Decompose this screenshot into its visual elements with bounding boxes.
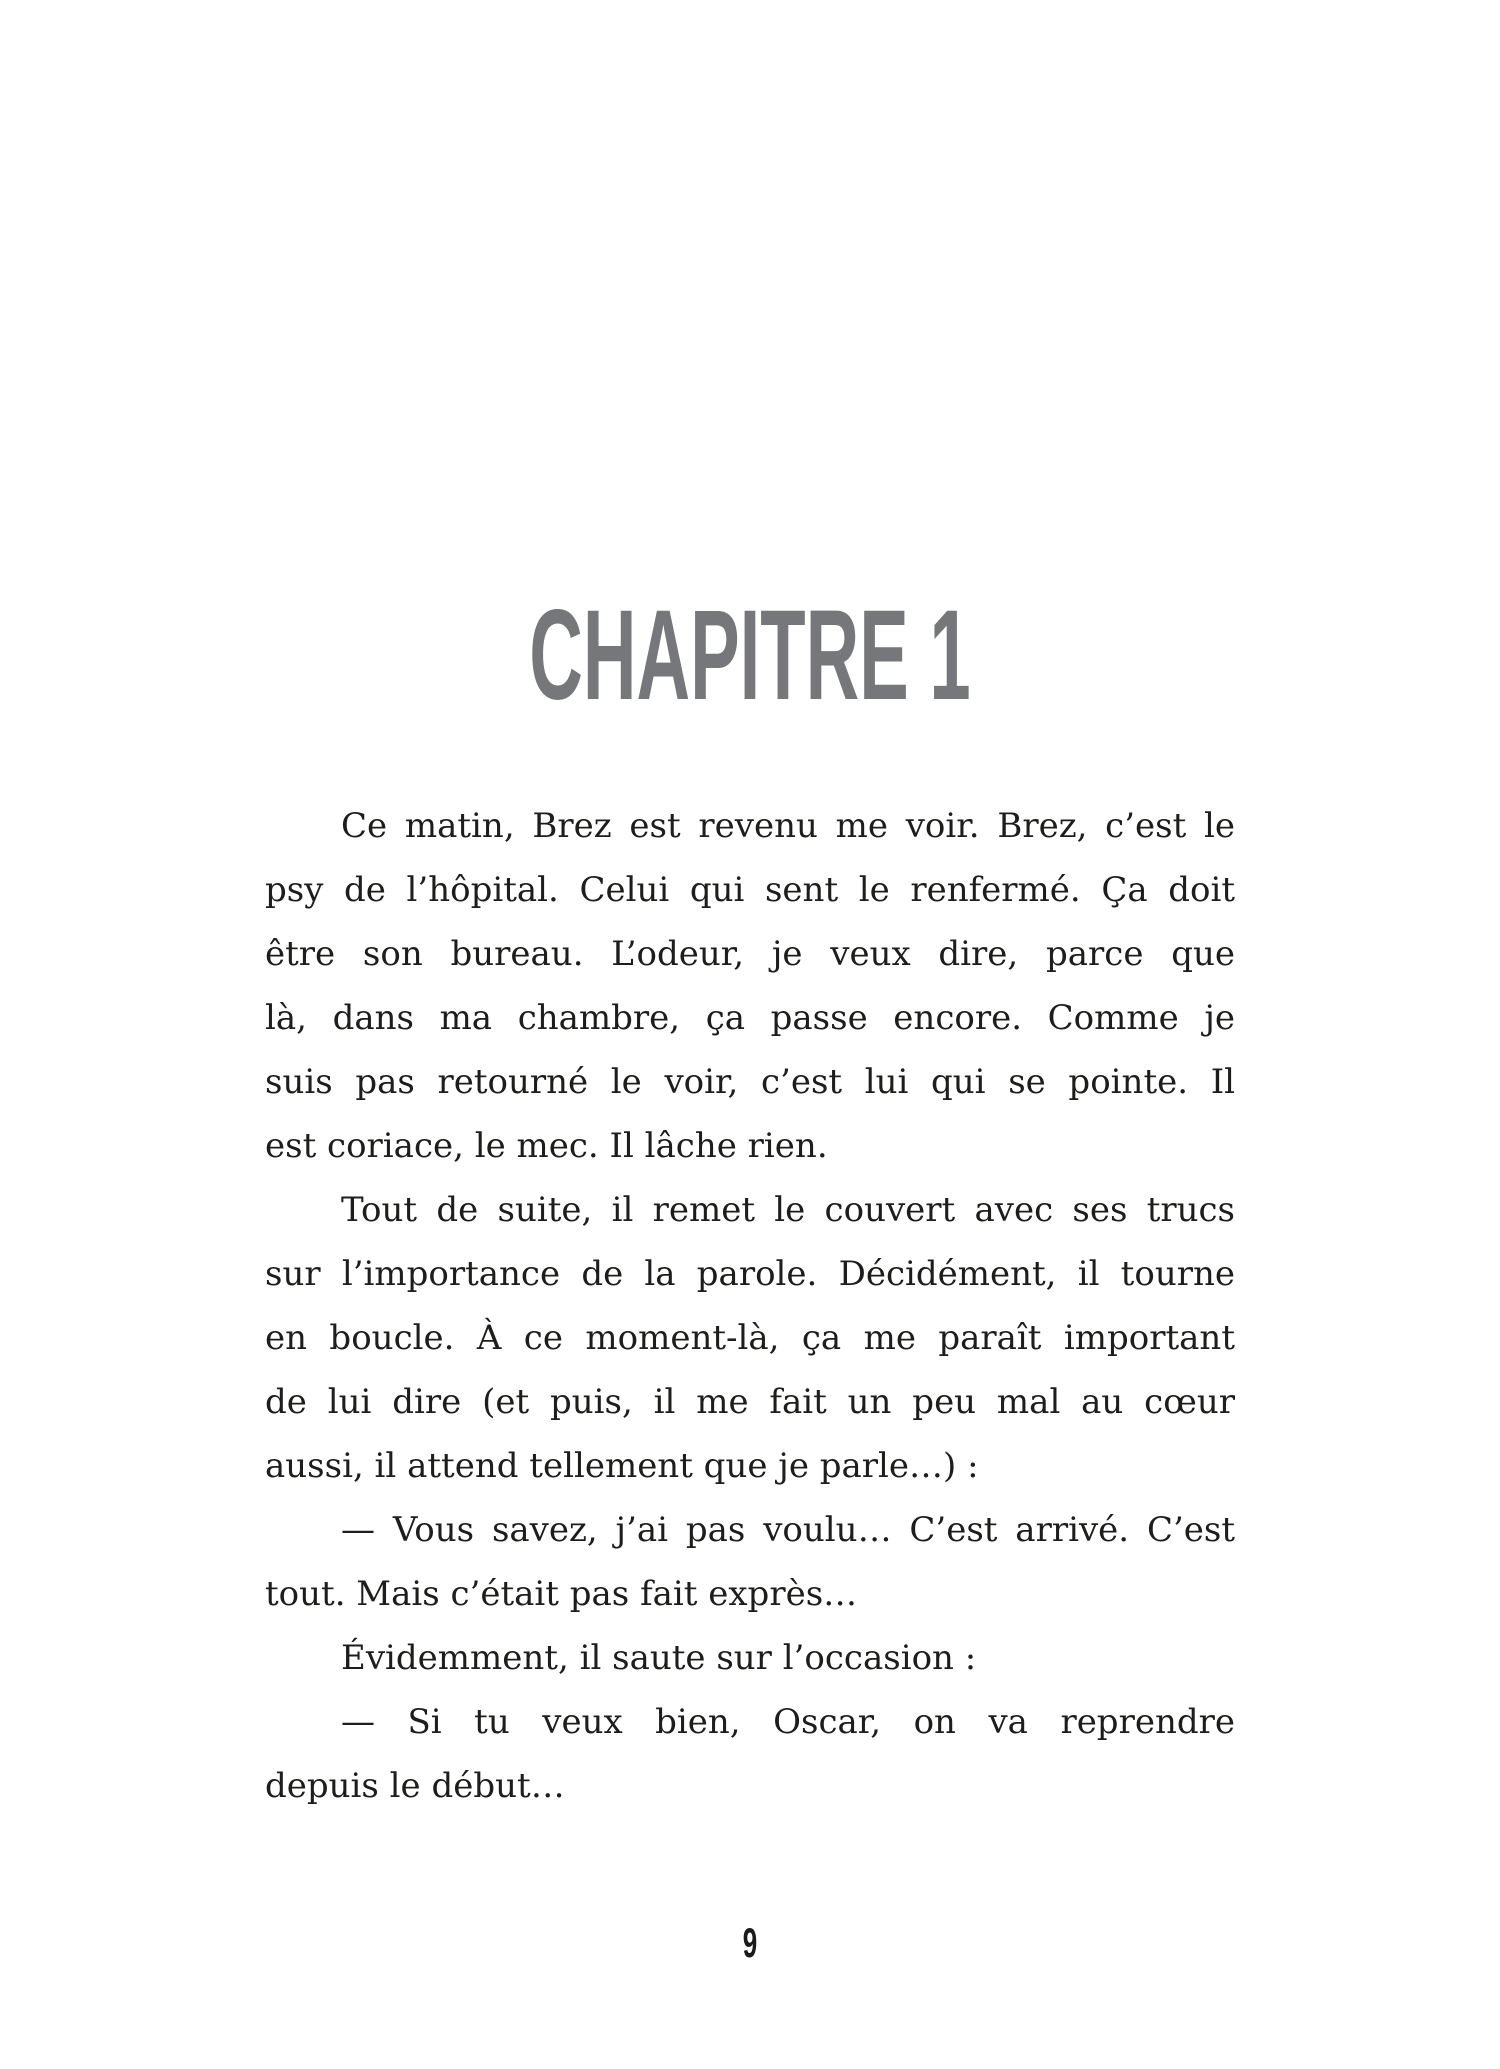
page-number: 9 xyxy=(742,1919,758,1966)
text-line: aussi, il attend tellement que je parle…) : xyxy=(265,1446,979,1486)
text-line: en boucle. À ce moment-là, ça me paraît important xyxy=(265,1318,1235,1358)
text-line: psy de l’hôpital. Celui qui sent le renfermé. Ça doit xyxy=(265,870,1235,910)
text-line: — Si tu veux bien, Oscar, on va reprendre xyxy=(341,1702,1235,1742)
text-line: là, dans ma chambre, ça passe encore. Comme je xyxy=(265,998,1235,1038)
text-line: Évidemment, il saute sur l’occasion : xyxy=(341,1638,977,1678)
text-line: suis pas retourné le voir, c’est lui qui se pointe. Il xyxy=(265,1062,1235,1102)
text-line: Tout de suite, il remet le couvert avec ses trucs xyxy=(341,1190,1235,1230)
text-line: Ce matin, Brez est revenu me voir. Brez, c’est le xyxy=(341,806,1235,846)
text-line: depuis le début… xyxy=(265,1766,565,1806)
text-line: sur l’importance de la parole. Décidément, il tourne xyxy=(265,1254,1235,1294)
text-line: tout. Mais c’était pas fait exprès… xyxy=(265,1574,858,1614)
text-line: — Vous savez, j’ai pas voulu… C’est arrivé. C’est xyxy=(341,1510,1235,1550)
text-line: être son bureau. L’odeur, je veux dire, parce que xyxy=(265,934,1235,974)
text-line: de lui dire (et puis, il me fait un peu mal au cœur xyxy=(265,1382,1235,1422)
body-text xyxy=(265,794,1235,1818)
chapter-title: CHAPITRE 1 xyxy=(529,584,971,727)
text-line: est coriace, le mec. Il lâche rien. xyxy=(265,1126,828,1166)
